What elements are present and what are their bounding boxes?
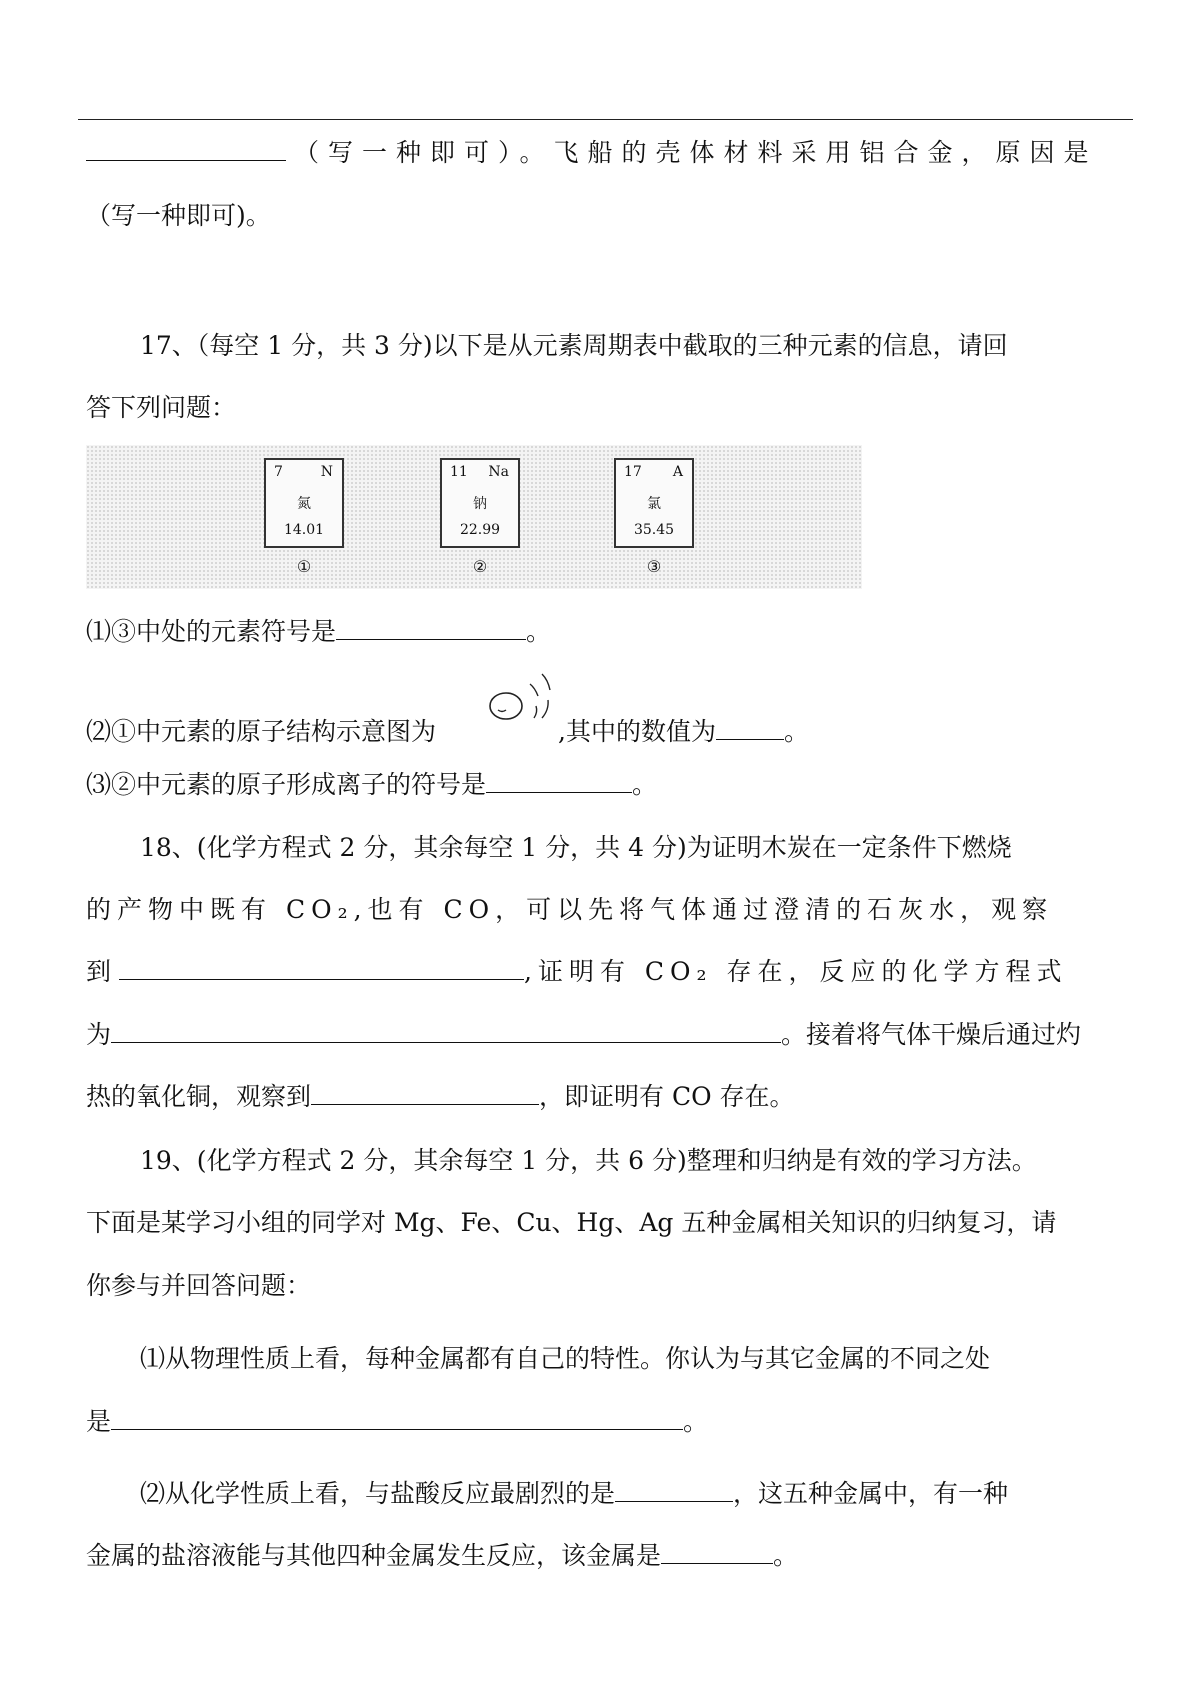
element-cell-chlorine: [614, 458, 694, 548]
q19-line-1: 19、(化学方程式 2 分，其余每空 1 分，共 6 分)整理和归纳是有效的学习方法。: [140, 1146, 1037, 1175]
q19-part-2-start: ⑵从化学性质上看，与盐酸反应最剧烈的是: [140, 1479, 616, 1508]
q18-line-5-start: 热的氧化铜，观察到: [86, 1082, 312, 1111]
q17-part-2: [86, 712, 809, 748]
atom-structure-diagram: [484, 666, 594, 726]
answer-blank[interactable]: [615, 1476, 733, 1502]
atomic-number: 7: [274, 464, 283, 480]
element-cell-sodium: [440, 458, 520, 548]
answer-blank[interactable]: [111, 1017, 781, 1043]
q17-part-2-end: 。: [783, 717, 809, 746]
q18-line-3-start: 到: [86, 957, 112, 986]
atomic-mass: 14.01: [283, 522, 325, 538]
element-label: ①: [296, 557, 312, 576]
element-label: ③: [646, 557, 662, 576]
element-name: 氯: [647, 496, 661, 512]
line-a-text: （写一种即可）。飞船的壳体材料采用铝合金，原因是: [293, 138, 1098, 167]
continuation-line-b: [86, 196, 271, 232]
q18-line-4-end: 。接着将气体干燥后通过灼: [781, 1020, 1082, 1049]
q17-line-2: 答下列问题：: [86, 393, 237, 422]
answer-blank[interactable]: [661, 1538, 773, 1564]
element-name: 氮: [297, 496, 311, 512]
element-symbol: Na: [488, 464, 509, 480]
answer-blank[interactable]: [486, 767, 632, 793]
answer-blank[interactable]: [716, 714, 784, 740]
q17-part-3-text: ⑶②中元素的原子形成离子的符号是: [86, 770, 487, 799]
q17-part-1: [86, 612, 551, 648]
answer-blank[interactable]: [111, 1404, 683, 1430]
atomic-mass: 22.99: [459, 522, 501, 538]
answer-blank[interactable]: [119, 954, 524, 980]
q18-line-4-start: 为: [86, 1020, 112, 1049]
atomic-number: 17: [624, 464, 642, 480]
q18-line-3-end: ,证明有 CO₂ 存在，反应的化学方程式: [524, 957, 1068, 986]
element-label: ②: [472, 557, 488, 576]
q17-part-2-text: ⑵①中元素的原子结构示意图为: [86, 717, 437, 746]
q17-line-1: 17、（每空 1 分，共 3 分)以下是从元素周期表中截取的三种元素的信息，请回: [140, 331, 1008, 360]
q19-line-2: 下面是某学习小组的同学对 Mg、Fe、Cu、Hg、Ag 五种金属相关知识的归纳复习，请: [86, 1208, 1057, 1237]
q18-line-4: [86, 1015, 1081, 1051]
line-b-text: （写一种即可)。: [86, 201, 271, 230]
q18-line-2: 的产物中既有 CO₂,也有 CO，可以先将气体通过澄清的石灰水，观察: [86, 895, 1054, 924]
q19-part-2-line-2-start: 金属的盐溶液能与其他四种金属发生反应，该金属是: [86, 1541, 662, 1570]
element-cell-nitrogen: [264, 458, 344, 548]
q17-part-1-text: ⑴③中处的元素符号是: [86, 617, 337, 646]
q19-part-1-line-1: ⑴从物理性质上看，每种金属都有自己的特性。你认为与其它金属的不同之处: [140, 1344, 991, 1373]
periodic-table-excerpt: [86, 445, 862, 589]
element-symbol: A: [672, 464, 683, 480]
q19-part-2-line-1: [140, 1474, 1008, 1510]
q18-line-5-end: ，即证明有 CO 存在。: [539, 1082, 795, 1111]
q17-part-1-end: 。: [526, 617, 552, 646]
continuation-line-a: [86, 133, 1097, 169]
q18-line-5: [86, 1077, 795, 1113]
q19-part-2-end: 。: [773, 1541, 799, 1570]
answer-blank[interactable]: [86, 135, 286, 161]
q18-line-3: [86, 952, 1068, 988]
q17-part-3: [86, 765, 657, 801]
q19-part-2-middle: ，这五种金属中，有一种: [733, 1479, 1009, 1508]
q17-part-3-end: 。: [632, 770, 658, 799]
q18-line-1: 18、(化学方程式 2 分，其余每空 1 分，共 4 分)为证明木炭在一定条件下燃烧: [140, 833, 1012, 862]
element-symbol: N: [320, 464, 333, 480]
q19-part-1-end: 。: [683, 1407, 709, 1436]
q19-part-1-line-2: [86, 1402, 708, 1438]
answer-blank[interactable]: [336, 614, 526, 640]
atomic-mass: 35.45: [633, 522, 675, 538]
q19-part-2-line-2: [86, 1536, 798, 1572]
q17-part-2-middle: ,其中的数值为: [558, 717, 716, 746]
element-name: 钠: [473, 496, 487, 512]
q19-line-3: 你参与并回答问题：: [86, 1271, 312, 1300]
answer-blank[interactable]: [311, 1079, 539, 1105]
header-rule: [78, 119, 1133, 120]
atomic-number: 11: [450, 464, 468, 480]
q19-part-1-start: 是: [86, 1407, 112, 1436]
